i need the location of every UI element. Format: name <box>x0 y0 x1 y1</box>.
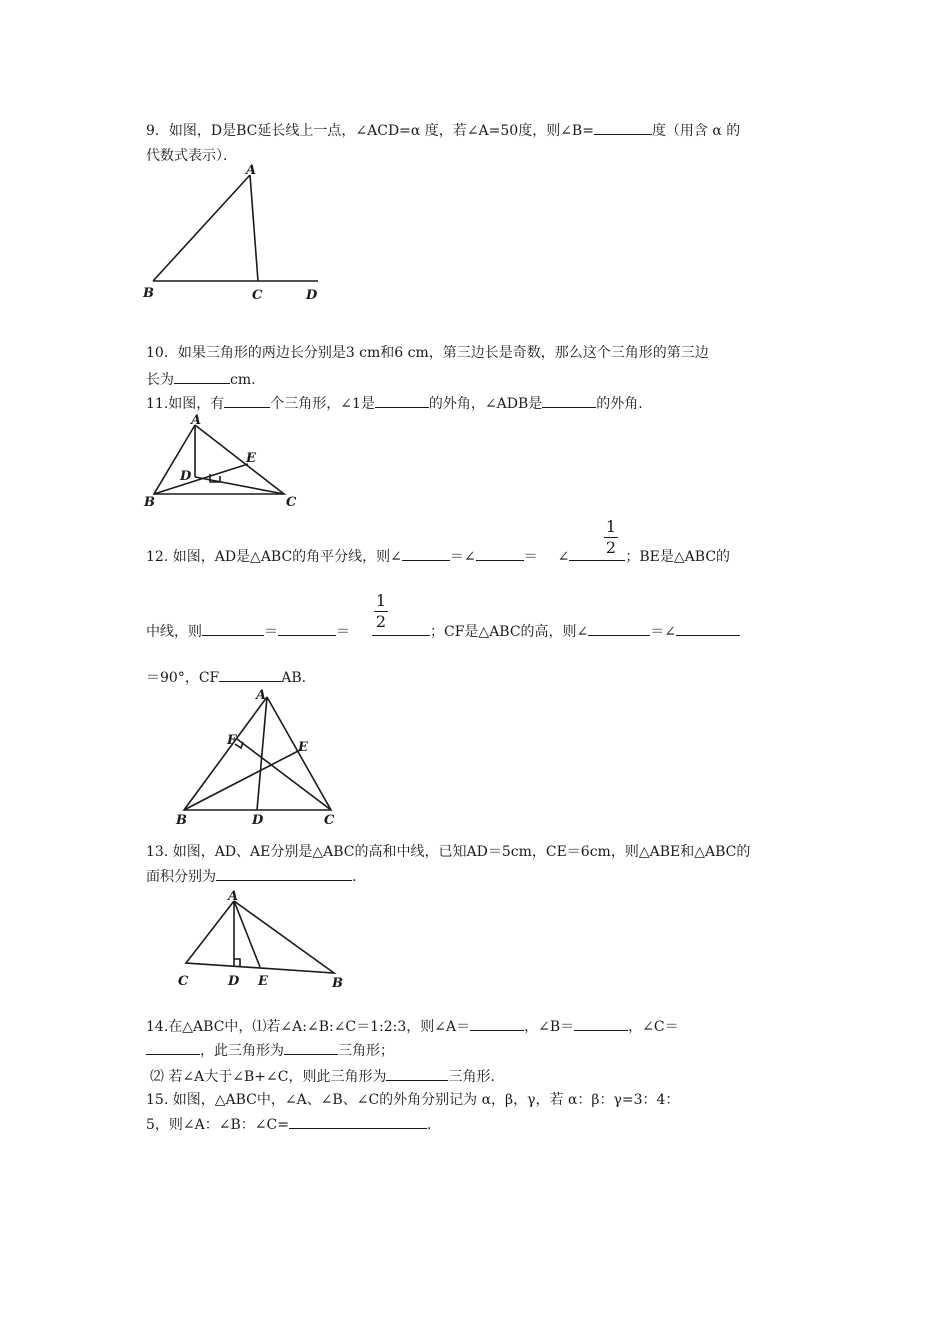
q12-fraction-half-2 <box>374 592 388 631</box>
q12-frac1-numerator: 1 <box>605 517 617 536</box>
q9-segment-ba <box>153 175 250 281</box>
q13-label-e: E <box>258 974 268 989</box>
q9-line-1 <box>146 120 740 141</box>
q13-text-b: . <box>352 869 357 885</box>
q15-line-1: 15. 如图，△ABC中，∠A、∠B、∠C的外角分别记为 α，β，γ，若 α：β：γ=3：4： <box>146 1092 680 1108</box>
q9-label-a: A <box>246 163 257 178</box>
q11-blank-3[interactable] <box>542 393 596 408</box>
q12-l1-text-c: ＝ <box>523 549 538 565</box>
q12-l2-text-d: ；CF是△ABC的高，则∠ <box>430 624 589 640</box>
q12-l1-text-e: ；BE是△ABC的 <box>625 549 731 565</box>
q12-frac1-denominator: 2 <box>605 538 617 557</box>
q12-l2-text-b: ＝ <box>264 624 278 640</box>
q11-text-2: 个三角形，∠1是 <box>270 396 375 412</box>
q11-label-a: A <box>191 413 202 428</box>
q12-l1-text-a: 12. 如图，AD是△ABC的角平分线，则∠ <box>146 549 402 565</box>
q12-label-f: F <box>227 733 237 748</box>
q13-line-1: 13. 如图，AD、AE分别是△ABC的高和中线，已知AD＝5cm，CE＝6cm，则△ABE和△ABC的 <box>146 844 751 860</box>
q10-line-1: 10．如果三角形的两边长分别是3 cm和6 cm，第三边长是奇数，那么这个三角形的第三边 <box>146 345 709 361</box>
q14-text-g: 三角形. <box>448 1069 495 1085</box>
q11-text-1: 11.如图，有 <box>146 396 225 412</box>
q11-segment-be <box>154 464 248 494</box>
q11-blank-2[interactable] <box>375 393 429 408</box>
q14-blank-angle-c[interactable] <box>146 1040 200 1055</box>
q14-text-b: ，∠B＝ <box>524 1019 575 1035</box>
q13-label-a: A <box>228 889 239 904</box>
q12-fraction-half-1 <box>604 518 618 557</box>
q13-label-d: D <box>228 974 240 989</box>
q12-l1-blank-1[interactable] <box>402 546 450 561</box>
q12-l3-text-a: ＝90°，CF <box>146 670 220 686</box>
q14-text-e: 三角形； <box>338 1043 394 1059</box>
q11-segment-dc <box>195 477 284 494</box>
q13-label-b: B <box>332 976 343 991</box>
q14-line-1 <box>146 1016 679 1037</box>
q9-segment-ac <box>250 175 258 281</box>
q11-triangle-abc <box>154 425 284 494</box>
q9-label-c: C <box>252 288 263 303</box>
q15-text-b: . <box>426 1117 432 1133</box>
q12-l1-text-b: ＝∠ <box>449 549 476 565</box>
q12-l2-blank-5[interactable] <box>676 621 740 636</box>
q12-l2-text-c: ＝ <box>336 624 350 640</box>
q9-label-b: B <box>143 286 154 301</box>
q9-label-d: D <box>306 288 318 303</box>
q15-line-2 <box>146 1114 431 1135</box>
q12-label-d: D <box>252 813 264 828</box>
q10-text-b: cm. <box>230 372 256 388</box>
q12-l2-blank-2[interactable] <box>278 621 336 636</box>
q14-text-a: 14.在△ABC中，⑴若∠A:∠B:∠C＝1:2:3，则∠A＝ <box>146 1019 471 1035</box>
q13-triangle-abc <box>186 901 334 973</box>
q13-figure <box>172 885 352 990</box>
q12-l3-blank-1[interactable] <box>219 667 281 682</box>
q11-label-c: C <box>286 495 297 510</box>
q10-text-a: 长为 <box>146 372 174 388</box>
q14-blank-type-1[interactable] <box>284 1040 338 1055</box>
q12-label-c: C <box>324 813 335 828</box>
q14-blank-type-2[interactable] <box>386 1066 448 1081</box>
q12-frac2-numerator: 1 <box>375 591 387 610</box>
q12-segment-ad <box>257 697 267 810</box>
q12-label-b: B <box>176 813 187 828</box>
q11-label-b: B <box>144 495 155 510</box>
q14-text-f: ⑵ 若∠A大于∠B+∠C，则此三角形为 <box>150 1069 387 1085</box>
q9-text-a: 9．如图，D是BC延长线上一点，∠ACD=α 度，若∠A=50度，则∠B= <box>146 123 594 139</box>
q10-line-2 <box>146 369 256 390</box>
q11-label-e: E <box>246 451 256 466</box>
q14-blank-angle-a[interactable] <box>470 1016 524 1031</box>
q13-answer-blank[interactable] <box>216 866 352 881</box>
q10-answer-blank[interactable] <box>174 369 230 384</box>
q9-answer-blank[interactable] <box>594 120 652 135</box>
q12-l3-text-b: AB. <box>281 670 307 686</box>
q14-blank-angle-b[interactable] <box>574 1016 628 1031</box>
q11-label-d: D <box>180 469 192 484</box>
q12-l2-blank-1[interactable] <box>202 621 264 636</box>
q12-label-e: E <box>298 740 308 755</box>
q12-frac2-denominator: 2 <box>375 612 387 631</box>
q12-l1-blank-2[interactable] <box>476 546 524 561</box>
q12-l2-text-e: ＝∠ <box>650 624 677 640</box>
q12-line-1 <box>146 546 730 567</box>
q14-line-3 <box>150 1066 495 1087</box>
q11-figure <box>140 410 310 510</box>
q9-line-2: 代数式表示）． <box>146 148 237 164</box>
q12-line-2 <box>146 621 740 642</box>
q14-text-c: ，∠C＝ <box>628 1019 679 1035</box>
q12-label-a: A <box>256 688 267 703</box>
q9-figure <box>140 160 340 305</box>
q12-l1-text-d: ∠ <box>557 549 570 565</box>
q15-answer-blank[interactable] <box>289 1114 427 1129</box>
q12-segment-be <box>184 749 302 810</box>
q9-text-b: 度（用含 α 的 <box>651 123 741 139</box>
q12-figure <box>170 685 350 830</box>
q15-text-a: 5，则∠A：∠B：∠C= <box>146 1117 289 1133</box>
q14-line-2 <box>146 1040 394 1061</box>
q11-blank-1[interactable] <box>224 393 270 408</box>
q13-text-a: 面积分别为 <box>146 869 216 885</box>
q12-l2-text-a: 中线，则 <box>146 624 202 640</box>
q11-text-3: 的外角，∠ADB是 <box>428 396 543 412</box>
q12-l2-blank-4[interactable] <box>588 621 650 636</box>
q14-text-d: ，此三角形为 <box>200 1043 284 1059</box>
q13-label-c: C <box>178 974 189 989</box>
q13-line-2 <box>146 866 356 887</box>
q11-text-4: 的外角. <box>596 396 643 412</box>
